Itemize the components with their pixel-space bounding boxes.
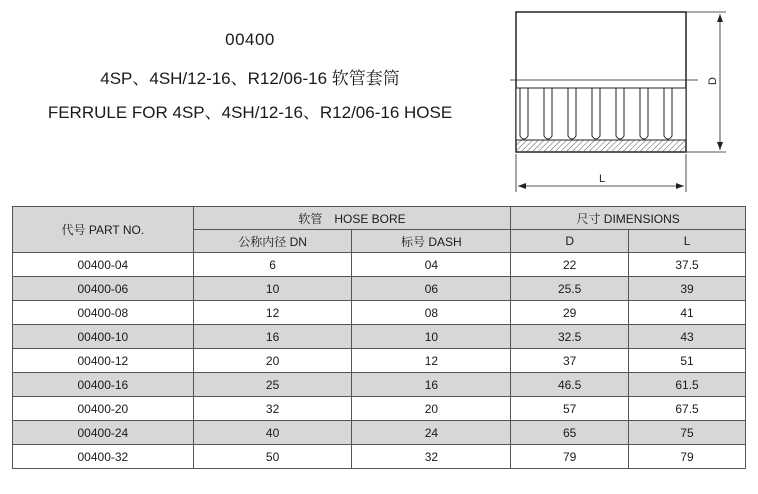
cell-dash: 24 <box>352 421 511 445</box>
cell-dash: 16 <box>352 373 511 397</box>
cell-part: 00400-20 <box>13 397 194 421</box>
table-row <box>13 397 746 421</box>
header-dn: 公称内径 DN <box>193 230 352 253</box>
cell-part: 00400-10 <box>13 325 194 349</box>
spec-table <box>12 206 746 469</box>
table-row <box>13 253 746 277</box>
cell-dn: 50 <box>193 445 352 469</box>
cell-l: 41 <box>629 301 746 325</box>
dimension-l-label: L <box>599 173 606 185</box>
cell-l: 37.5 <box>629 253 746 277</box>
cell-dn: 16 <box>193 325 352 349</box>
cell-dn: 40 <box>193 421 352 445</box>
cell-dash: 12 <box>352 349 511 373</box>
product-code: 00400 <box>225 30 275 49</box>
cell-dn: 12 <box>193 301 352 325</box>
header-d: D <box>511 230 629 253</box>
cell-d: 65 <box>511 421 629 445</box>
header-hose-bore: 软管 HOSE BORE <box>193 207 511 230</box>
cell-dn: 32 <box>193 397 352 421</box>
table-row <box>13 277 746 301</box>
cell-dn: 25 <box>193 373 352 397</box>
cell-dn: 6 <box>193 253 352 277</box>
cell-dn: 10 <box>193 277 352 301</box>
cell-part: 00400-12 <box>13 349 194 373</box>
cell-d: 32.5 <box>511 325 629 349</box>
cell-dash: 08 <box>352 301 511 325</box>
cell-part: 00400-24 <box>13 421 194 445</box>
cell-part: 00400-32 <box>13 445 194 469</box>
cell-d: 79 <box>511 445 629 469</box>
table-row <box>13 373 746 397</box>
cell-l: 75 <box>629 421 746 445</box>
product-title-en: FERRULE FOR 4SP、4SH/12-16、R12/06-16 HOSE <box>47 103 453 122</box>
cell-dash: 10 <box>352 325 511 349</box>
cell-l: 79 <box>629 445 746 469</box>
cell-d: 57 <box>511 397 629 421</box>
cell-d: 25.5 <box>511 277 629 301</box>
table-row <box>13 325 746 349</box>
cell-l: 39 <box>629 277 746 301</box>
product-title-cn: 4SP、4SH/12-16、R12/06-16 软管套筒 <box>100 69 400 88</box>
cell-part: 00400-08 <box>13 301 194 325</box>
header-part-no: 代号 PART NO. <box>13 207 194 253</box>
cell-d: 22 <box>511 253 629 277</box>
cell-dash: 06 <box>352 277 511 301</box>
header-l: L <box>629 230 746 253</box>
cell-dn: 20 <box>193 349 352 373</box>
dimension-d-label: D <box>707 77 719 85</box>
table-row <box>13 421 746 445</box>
cell-d: 37 <box>511 349 629 373</box>
cell-dash: 32 <box>352 445 511 469</box>
cell-l: 67.5 <box>629 397 746 421</box>
header-dash: 标号 DASH <box>352 230 511 253</box>
cell-dash: 04 <box>352 253 511 277</box>
cell-l: 51 <box>629 349 746 373</box>
cell-l: 43 <box>629 325 746 349</box>
table-row <box>13 301 746 325</box>
cell-d: 46.5 <box>511 373 629 397</box>
table-row <box>13 445 746 469</box>
cell-part: 00400-06 <box>13 277 194 301</box>
cell-dash: 20 <box>352 397 511 421</box>
cell-part: 00400-04 <box>13 253 194 277</box>
title-block <box>0 0 500 200</box>
cell-l: 61.5 <box>629 373 746 397</box>
cell-part: 00400-16 <box>13 373 194 397</box>
cell-d: 29 <box>511 301 629 325</box>
table-row <box>13 349 746 373</box>
header-dimensions: 尺寸 DIMENSIONS <box>511 207 746 230</box>
ferrule-drawing <box>506 8 742 192</box>
